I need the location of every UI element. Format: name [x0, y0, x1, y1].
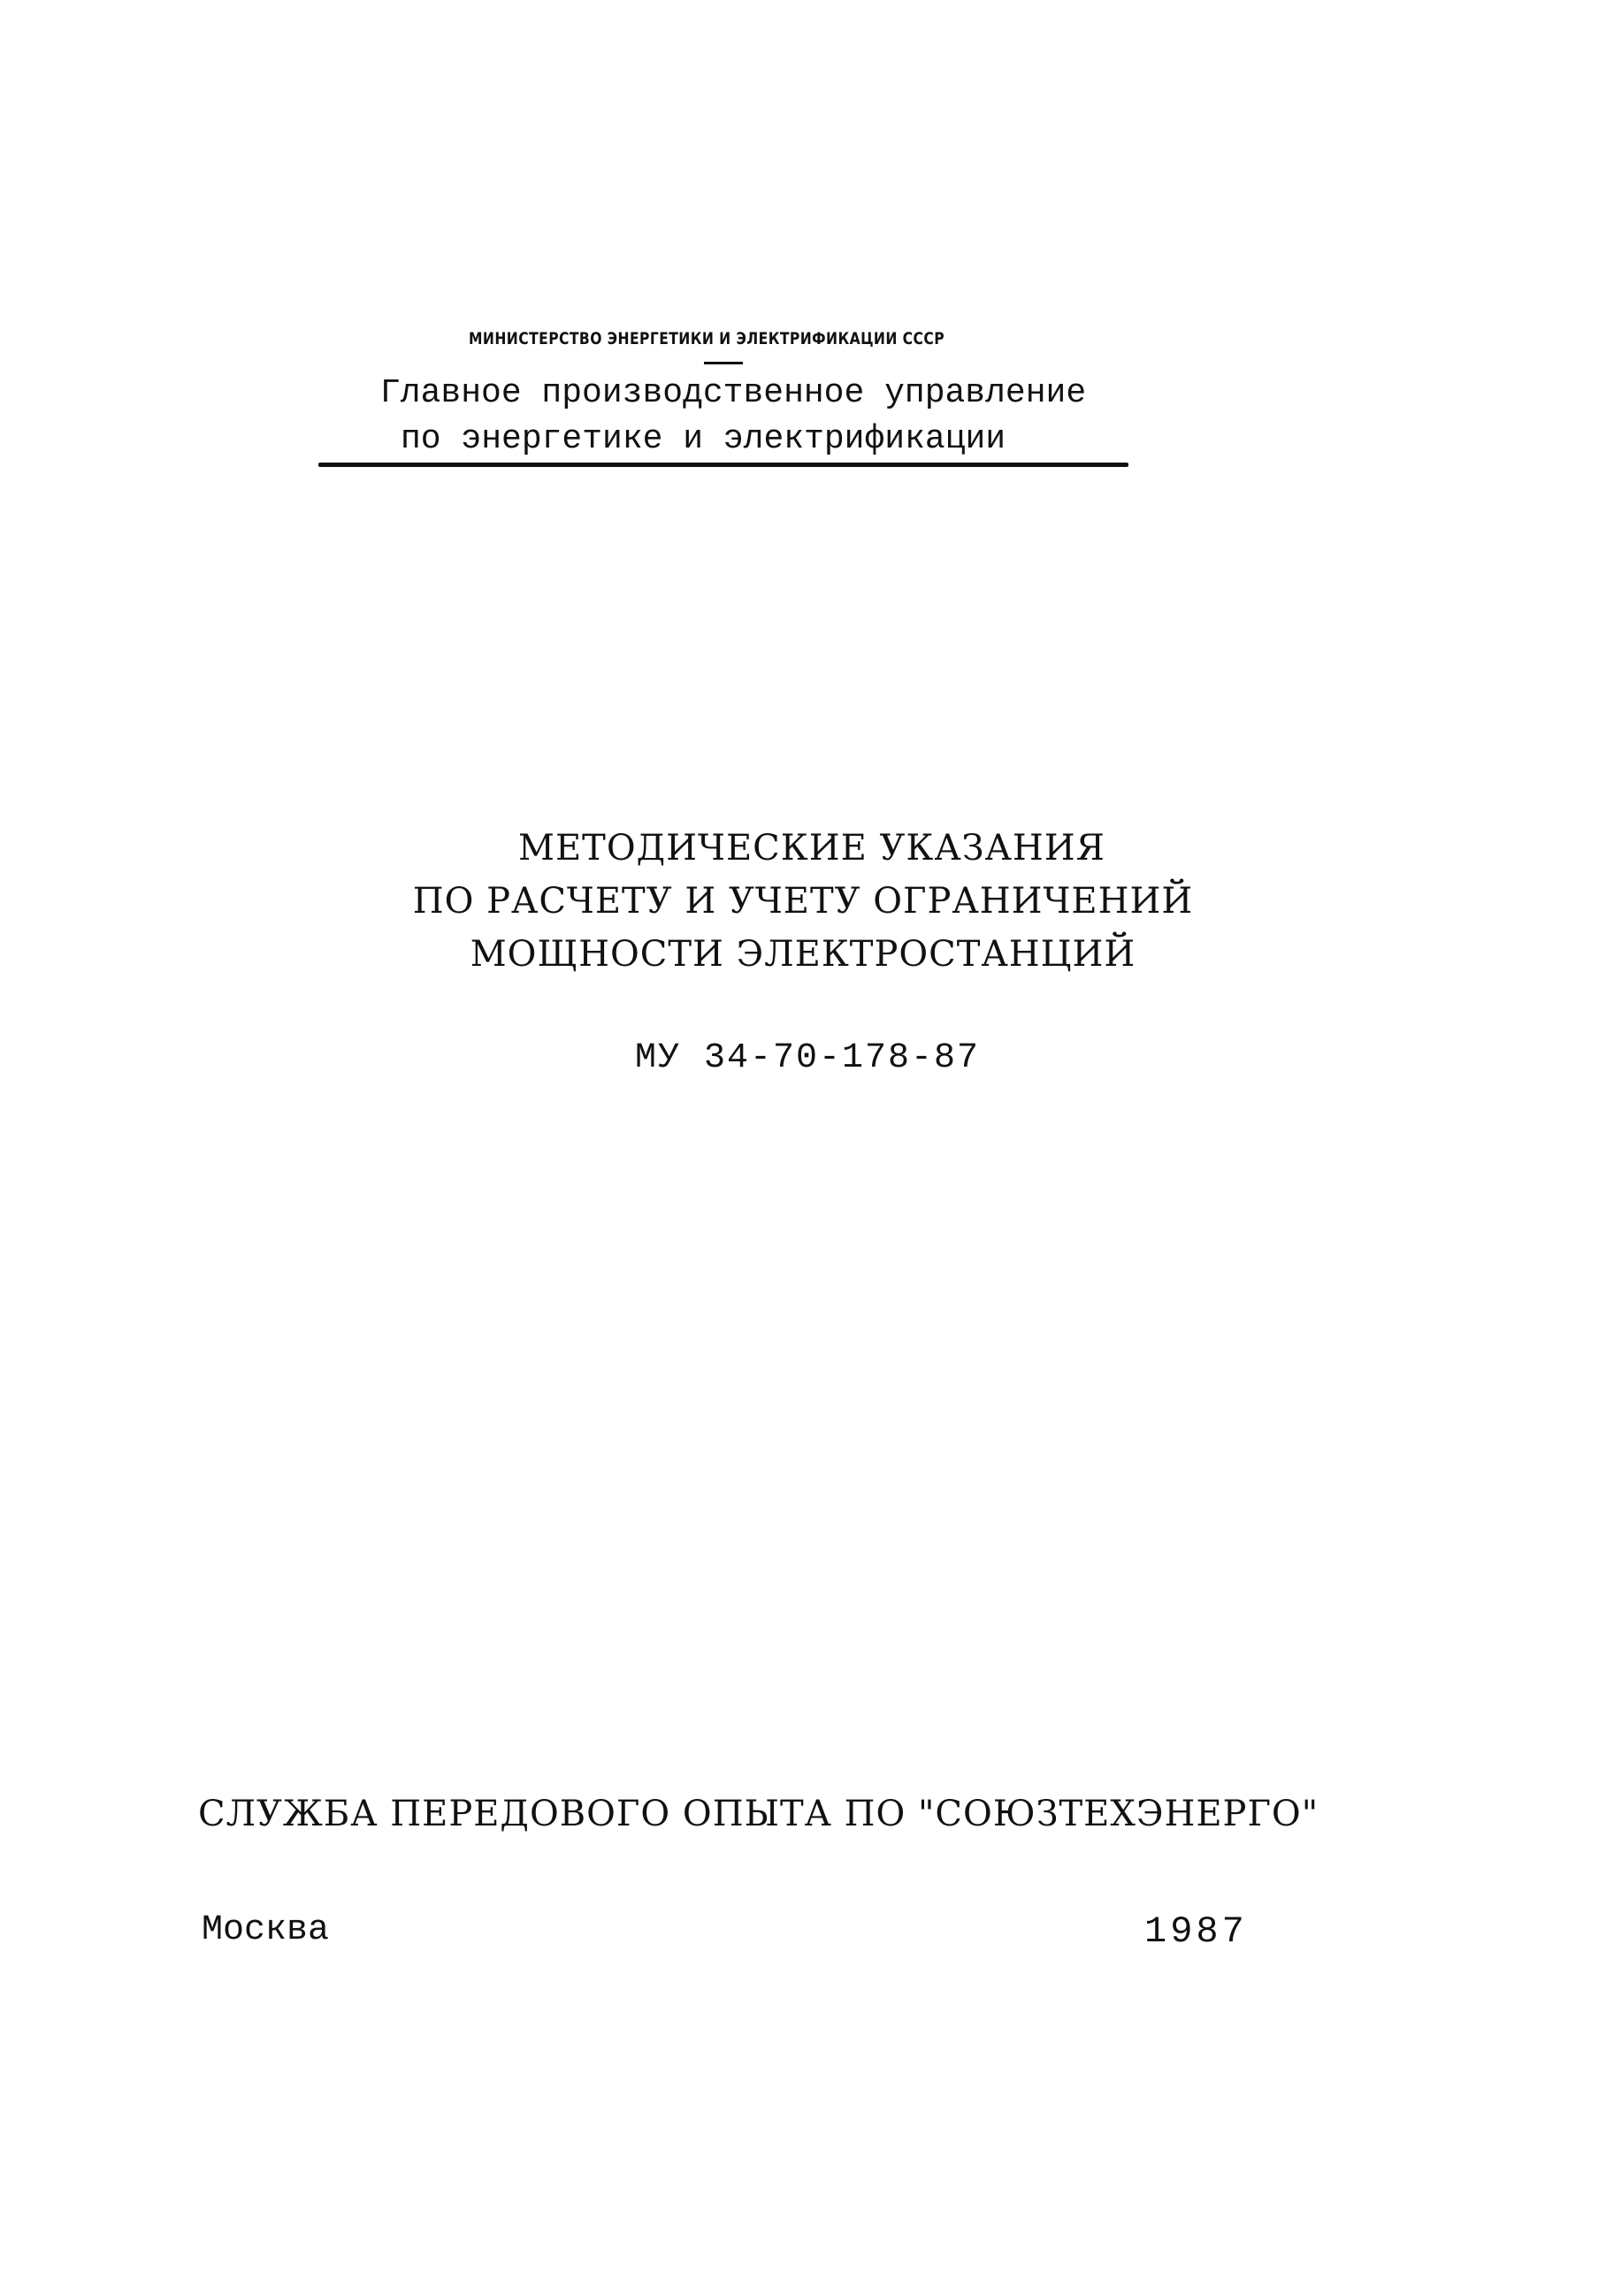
ministry-name: МИНИСТЕРСТВО ЭНЕРГЕТИКИ И ЭЛЕКТРИФИКАЦИИ СССР	[469, 329, 945, 348]
publication-year: 1987	[1144, 1910, 1248, 1953]
department-line-2: по энергетике и электрификации	[401, 420, 1006, 458]
department-line-1: Главное производственное управление	[380, 374, 1087, 412]
publication-city: Москва	[202, 1910, 330, 1950]
title-line-3: МОЩНОСТИ ЭЛЕКТРОСТАНЦИЙ	[470, 934, 1136, 975]
document-code: МУ 34-70-178-87	[634, 1038, 981, 1078]
publisher: СЛУЖБА ПЕРЕДОВОГО ОПЫТА ПО "СОЮЗТЕХЭНЕРГО"	[198, 1794, 1319, 1834]
title-line-2: ПО РАСЧЕТУ И УЧЕТУ ОГРАНИЧЕНИЙ	[412, 881, 1194, 922]
title-line-1: МЕТОДИЧЕСКИЕ УКАЗАНИЯ	[518, 828, 1105, 869]
header-divider	[318, 463, 1128, 467]
ministry-underline	[704, 362, 743, 364]
